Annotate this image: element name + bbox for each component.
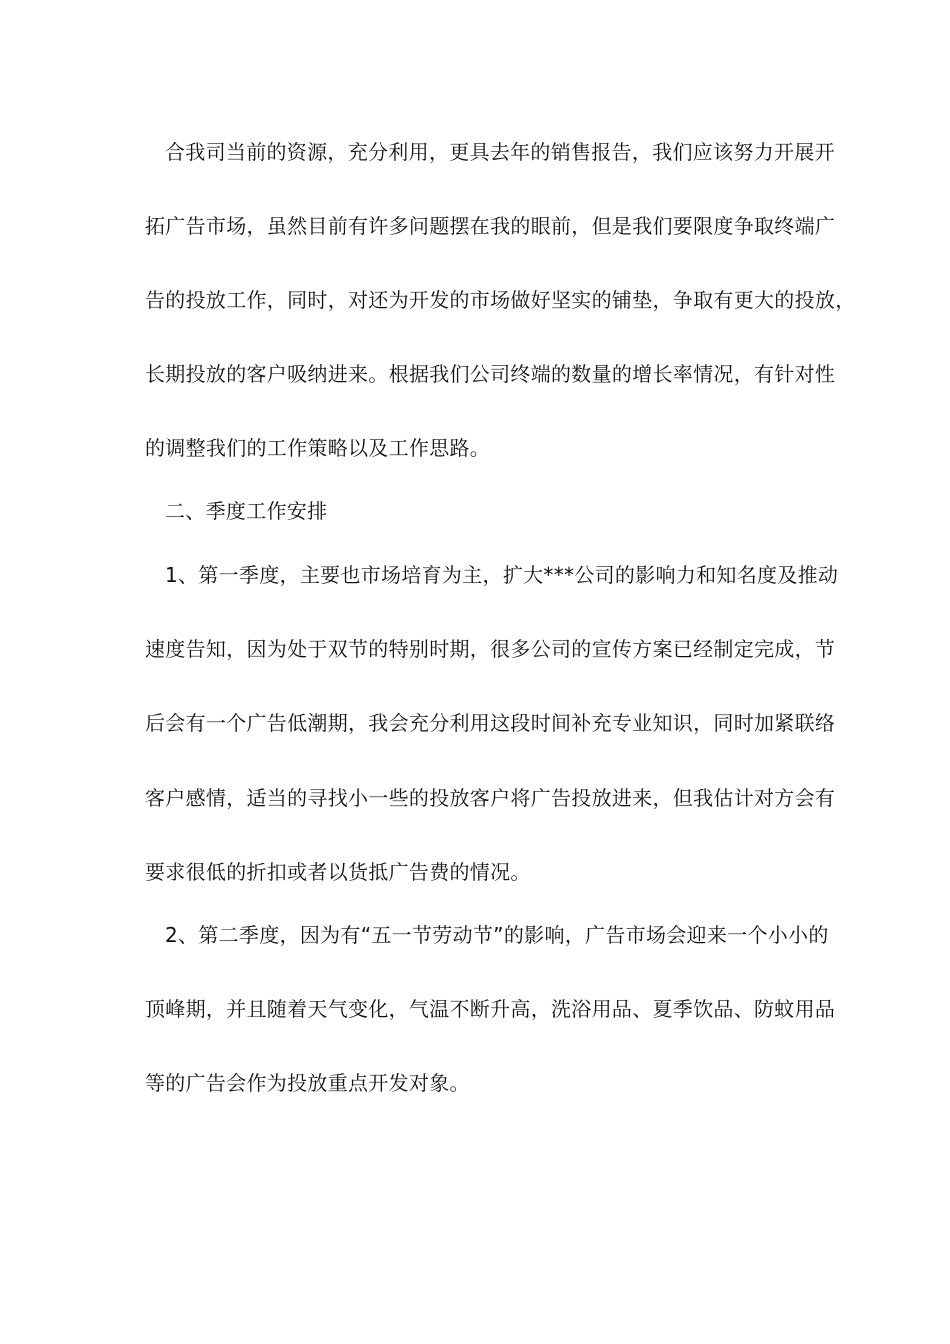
item-1-line-2: 速度告知，因为处于双节的特别时期，很多公司的宣传方案已经制定完成，节	[145, 637, 836, 661]
item-1-line-5: 要求很低的折扣或者以货抵广告费的情况。	[145, 860, 531, 884]
paragraph-1-line-3: 告的投放工作，同时，对还为开发的市场做好坚实的铺垫，争取有更大的投放，	[145, 288, 856, 312]
item-1-line-4: 客户感情，适当的寻找小一些的投放客户将广告投放进来，但我估计对方会有	[145, 786, 836, 810]
item-2-line-3: 等的广告会作为投放重点开发对象。	[145, 1071, 470, 1095]
item-2-line-1: 2、第二季度，因为有“五一节劳动节”的影响，广告市场会迎来一个小小的	[165, 923, 829, 947]
paragraph-1-line-1: 合我司当前的资源，充分利用，更具去年的销售报告，我们应该努力开展开	[165, 140, 835, 164]
item-1-line-1: 1、第一季度，主要也市场培育为主，扩大***公司的影响力和知名度及推动	[165, 563, 839, 587]
item-2-line-2: 顶峰期，并且随着天气变化，气温不断升高，洗浴用品、夏季饮品、防蚊用品	[145, 997, 836, 1021]
item-1-line-3: 后会有一个广告低潮期，我会充分利用这段时间补充专业知识，同时加紧联络	[145, 711, 836, 735]
paragraph-1-line-5: 的调整我们的工作策略以及工作思路。	[145, 436, 491, 460]
section-heading: 二、季度工作安排	[165, 499, 328, 523]
paragraph-1-line-2: 拓广告市场，虽然目前有许多问题摆在我的眼前，但是我们要限度争取终端广	[145, 214, 836, 238]
paragraph-1-line-4: 长期投放的客户吸纳进来。根据我们公司终端的数量的增长率情况，有针对性	[145, 362, 836, 386]
